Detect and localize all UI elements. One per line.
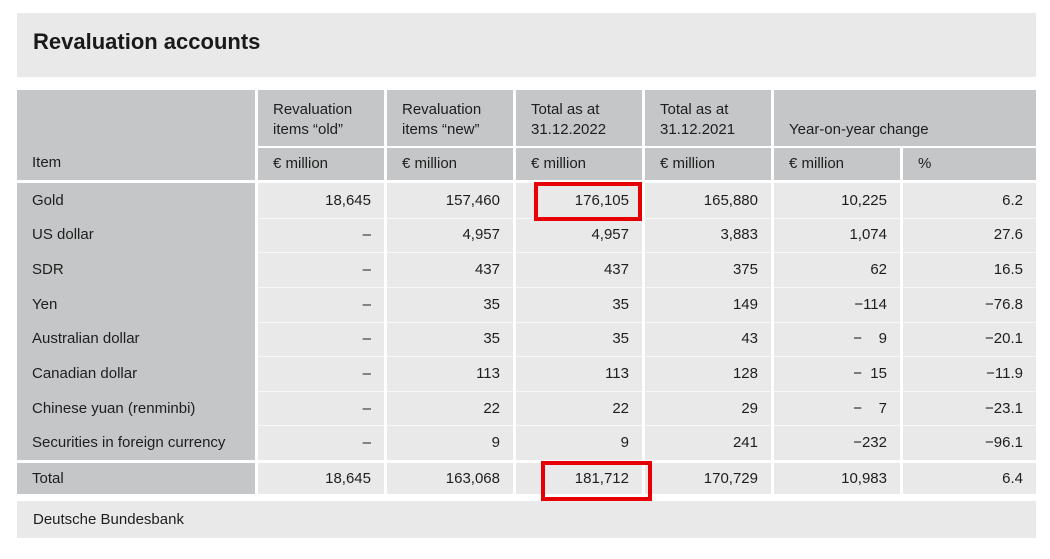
unit-header-new: € million bbox=[387, 148, 513, 180]
value-cell-old: – bbox=[258, 322, 384, 357]
value-cell-change: − 7 bbox=[774, 391, 900, 426]
table-row-australian-dollar bbox=[17, 322, 1036, 357]
value-cell-2022: 4,957 bbox=[516, 218, 642, 253]
unit-header-2021: € million bbox=[645, 148, 771, 180]
column-header-item: Item bbox=[17, 90, 255, 180]
value-cell-2022: 437 bbox=[516, 252, 642, 287]
table-header bbox=[17, 90, 1036, 180]
value-cell-old: – bbox=[258, 356, 384, 391]
column-header-revaluation-new: Revaluation items “new” bbox=[387, 90, 513, 146]
value-cell-old: – bbox=[258, 287, 384, 322]
item-cell: Chinese yuan (renminbi) bbox=[17, 391, 255, 426]
value-cell-2021: 128 bbox=[645, 356, 771, 391]
value-cell-percent: 6.4 bbox=[903, 463, 1036, 494]
page-title: Revaluation accounts bbox=[33, 29, 261, 54]
value-cell-change: −232 bbox=[774, 425, 900, 460]
value-cell-percent: −20.1 bbox=[903, 322, 1036, 357]
value-cell-2022: 113 bbox=[516, 356, 642, 391]
value-cell-2021: 241 bbox=[645, 425, 771, 460]
value-cell-2021: 170,729 bbox=[645, 463, 771, 494]
source-band bbox=[17, 501, 1036, 538]
item-cell: Yen bbox=[17, 287, 255, 322]
value-cell-old: – bbox=[258, 391, 384, 426]
value-cell-percent: −23.1 bbox=[903, 391, 1036, 426]
value-cell-2022: 176,105 bbox=[516, 183, 642, 218]
value-cell-percent: −11.9 bbox=[903, 356, 1036, 391]
column-header-total-2021: Total as at 31.12.2021 bbox=[645, 90, 771, 146]
value-cell-change: 62 bbox=[774, 252, 900, 287]
item-cell: Canadian dollar bbox=[17, 356, 255, 391]
value-cell-new: 437 bbox=[387, 252, 513, 287]
value-cell-new: 163,068 bbox=[387, 463, 513, 494]
value-cell-2022: 181,712 bbox=[516, 463, 642, 494]
value-cell-new: 35 bbox=[387, 322, 513, 357]
table-row-gold bbox=[17, 183, 1036, 218]
table-row-total bbox=[17, 463, 1036, 494]
value-cell-old: 18,645 bbox=[258, 183, 384, 218]
item-cell: SDR bbox=[17, 252, 255, 287]
value-cell-2021: 43 bbox=[645, 322, 771, 357]
value-cell-2021: 29 bbox=[645, 391, 771, 426]
table-row-sdr bbox=[17, 252, 1036, 287]
value-cell-2022: 35 bbox=[516, 322, 642, 357]
table-row-yen bbox=[17, 287, 1036, 322]
column-header-revaluation-old: Revaluation items “old” bbox=[258, 90, 384, 146]
value-cell-old: – bbox=[258, 252, 384, 287]
table-row-securities-foreign-currency bbox=[17, 425, 1036, 460]
unit-header-change-percent: % bbox=[903, 148, 1036, 180]
value-cell-change: − 9 bbox=[774, 322, 900, 357]
table-row-canadian-dollar bbox=[17, 356, 1036, 391]
value-cell-new: 9 bbox=[387, 425, 513, 460]
table-body bbox=[17, 183, 1036, 494]
value-cell-percent: 16.5 bbox=[903, 252, 1036, 287]
unit-header-2022: € million bbox=[516, 148, 642, 180]
value-cell-change: 10,225 bbox=[774, 183, 900, 218]
column-header-year-on-year-change: Year-on-year change bbox=[774, 90, 1036, 146]
value-cell-change: 10,983 bbox=[774, 463, 900, 494]
value-cell-2021: 149 bbox=[645, 287, 771, 322]
value-cell-old: – bbox=[258, 425, 384, 460]
value-cell-2022: 9 bbox=[516, 425, 642, 460]
value-cell-2021: 3,883 bbox=[645, 218, 771, 253]
value-cell-new: 4,957 bbox=[387, 218, 513, 253]
table-row-chinese-yuan bbox=[17, 391, 1036, 426]
revaluation-accounts-table bbox=[17, 13, 1036, 538]
value-cell-new: 35 bbox=[387, 287, 513, 322]
value-cell-change: 1,074 bbox=[774, 218, 900, 253]
value-cell-percent: −76.8 bbox=[903, 287, 1036, 322]
value-cell-2022: 35 bbox=[516, 287, 642, 322]
item-cell: Total bbox=[17, 463, 255, 494]
value-cell-percent: 6.2 bbox=[903, 183, 1036, 218]
value-cell-2022: 22 bbox=[516, 391, 642, 426]
value-cell-new: 113 bbox=[387, 356, 513, 391]
value-cell-new: 157,460 bbox=[387, 183, 513, 218]
unit-header-change-million: € million bbox=[774, 148, 900, 180]
item-cell: US dollar bbox=[17, 218, 255, 253]
value-cell-change: − 15 bbox=[774, 356, 900, 391]
value-cell-new: 22 bbox=[387, 391, 513, 426]
value-cell-change: −114 bbox=[774, 287, 900, 322]
value-cell-old: 18,645 bbox=[258, 463, 384, 494]
table-row-us-dollar bbox=[17, 218, 1036, 253]
unit-header-old: € million bbox=[258, 148, 384, 180]
value-cell-2021: 165,880 bbox=[645, 183, 771, 218]
item-cell: Australian dollar bbox=[17, 322, 255, 357]
title-band bbox=[17, 13, 1036, 77]
value-cell-percent: 27.6 bbox=[903, 218, 1036, 253]
source-label: Deutsche Bundesbank bbox=[33, 511, 184, 528]
column-header-total-2022: Total as at 31.12.2022 bbox=[516, 90, 642, 146]
value-cell-percent: −96.1 bbox=[903, 425, 1036, 460]
value-cell-old: – bbox=[258, 218, 384, 253]
item-cell: Gold bbox=[17, 183, 255, 218]
item-cell: Securities in foreign currency bbox=[17, 425, 255, 460]
value-cell-2021: 375 bbox=[645, 252, 771, 287]
